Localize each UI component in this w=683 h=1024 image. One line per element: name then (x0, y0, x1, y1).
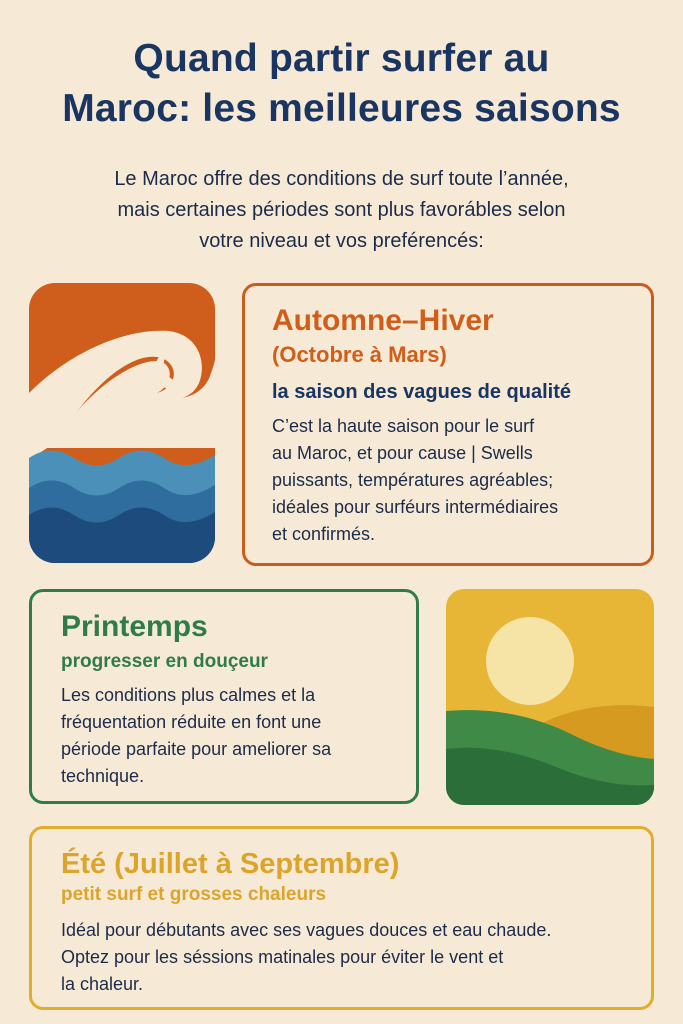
season-title: Été (Juillet à Septembre) (61, 848, 400, 880)
description-line: technique. (61, 766, 145, 786)
intro-line: Le Maroc offre des conditions de surf toute l’année, (114, 168, 569, 190)
description-line: et confirmés. (272, 524, 376, 544)
season-card-spring (29, 589, 419, 804)
season-description (272, 413, 632, 548)
page-title-line: Maroc: les meilleures saisons (62, 87, 621, 130)
season-title: Automne–Hiver (272, 304, 494, 337)
season-description (61, 682, 401, 790)
season-title: Printemps (61, 610, 208, 643)
description-line: Les conditions plus calmes et la (61, 685, 316, 705)
description-line: Idéal pour débutants avec ses vagues douces et eau chaude. (61, 920, 552, 940)
intro-line: mais certaines périodes sont plus favorábles selon (117, 199, 566, 221)
season-subtitle: petit surf et grosses chaleurs (61, 884, 327, 905)
description-line: C’est la haute saison pour le surf (272, 416, 535, 436)
season-subtitle: progresser en douçeur (61, 651, 268, 672)
description-line: la chaleur. (61, 974, 144, 994)
description-line: puissants, températures agréables; (272, 470, 554, 490)
description-line: Optez pour les séssions matinales pour éviter le vent et (61, 947, 504, 967)
season-dates: (Octobre à Mars) (272, 342, 447, 367)
intro-line: votre niveau et vos preférencés: (199, 230, 484, 252)
page-title (0, 34, 683, 134)
page-title-line: Quand partir surfer au (133, 37, 550, 80)
intro-text (20, 164, 663, 257)
season-description (61, 917, 646, 998)
wave-icon (29, 283, 215, 563)
description-line: au Maroc, et pour cause | Swells (272, 443, 533, 463)
description-line: période parfaite pour ameliorer sa (61, 739, 332, 759)
season-card-summer (29, 826, 654, 1010)
season-card-autumn (242, 283, 654, 566)
description-line: fréquentation réduite en font une (61, 712, 322, 732)
description-line: idéales pour surféurs intermédiaires (272, 497, 559, 517)
season-subtitle: la saison des vagues de qualité (272, 381, 572, 403)
sun-hills-icon (446, 589, 654, 805)
